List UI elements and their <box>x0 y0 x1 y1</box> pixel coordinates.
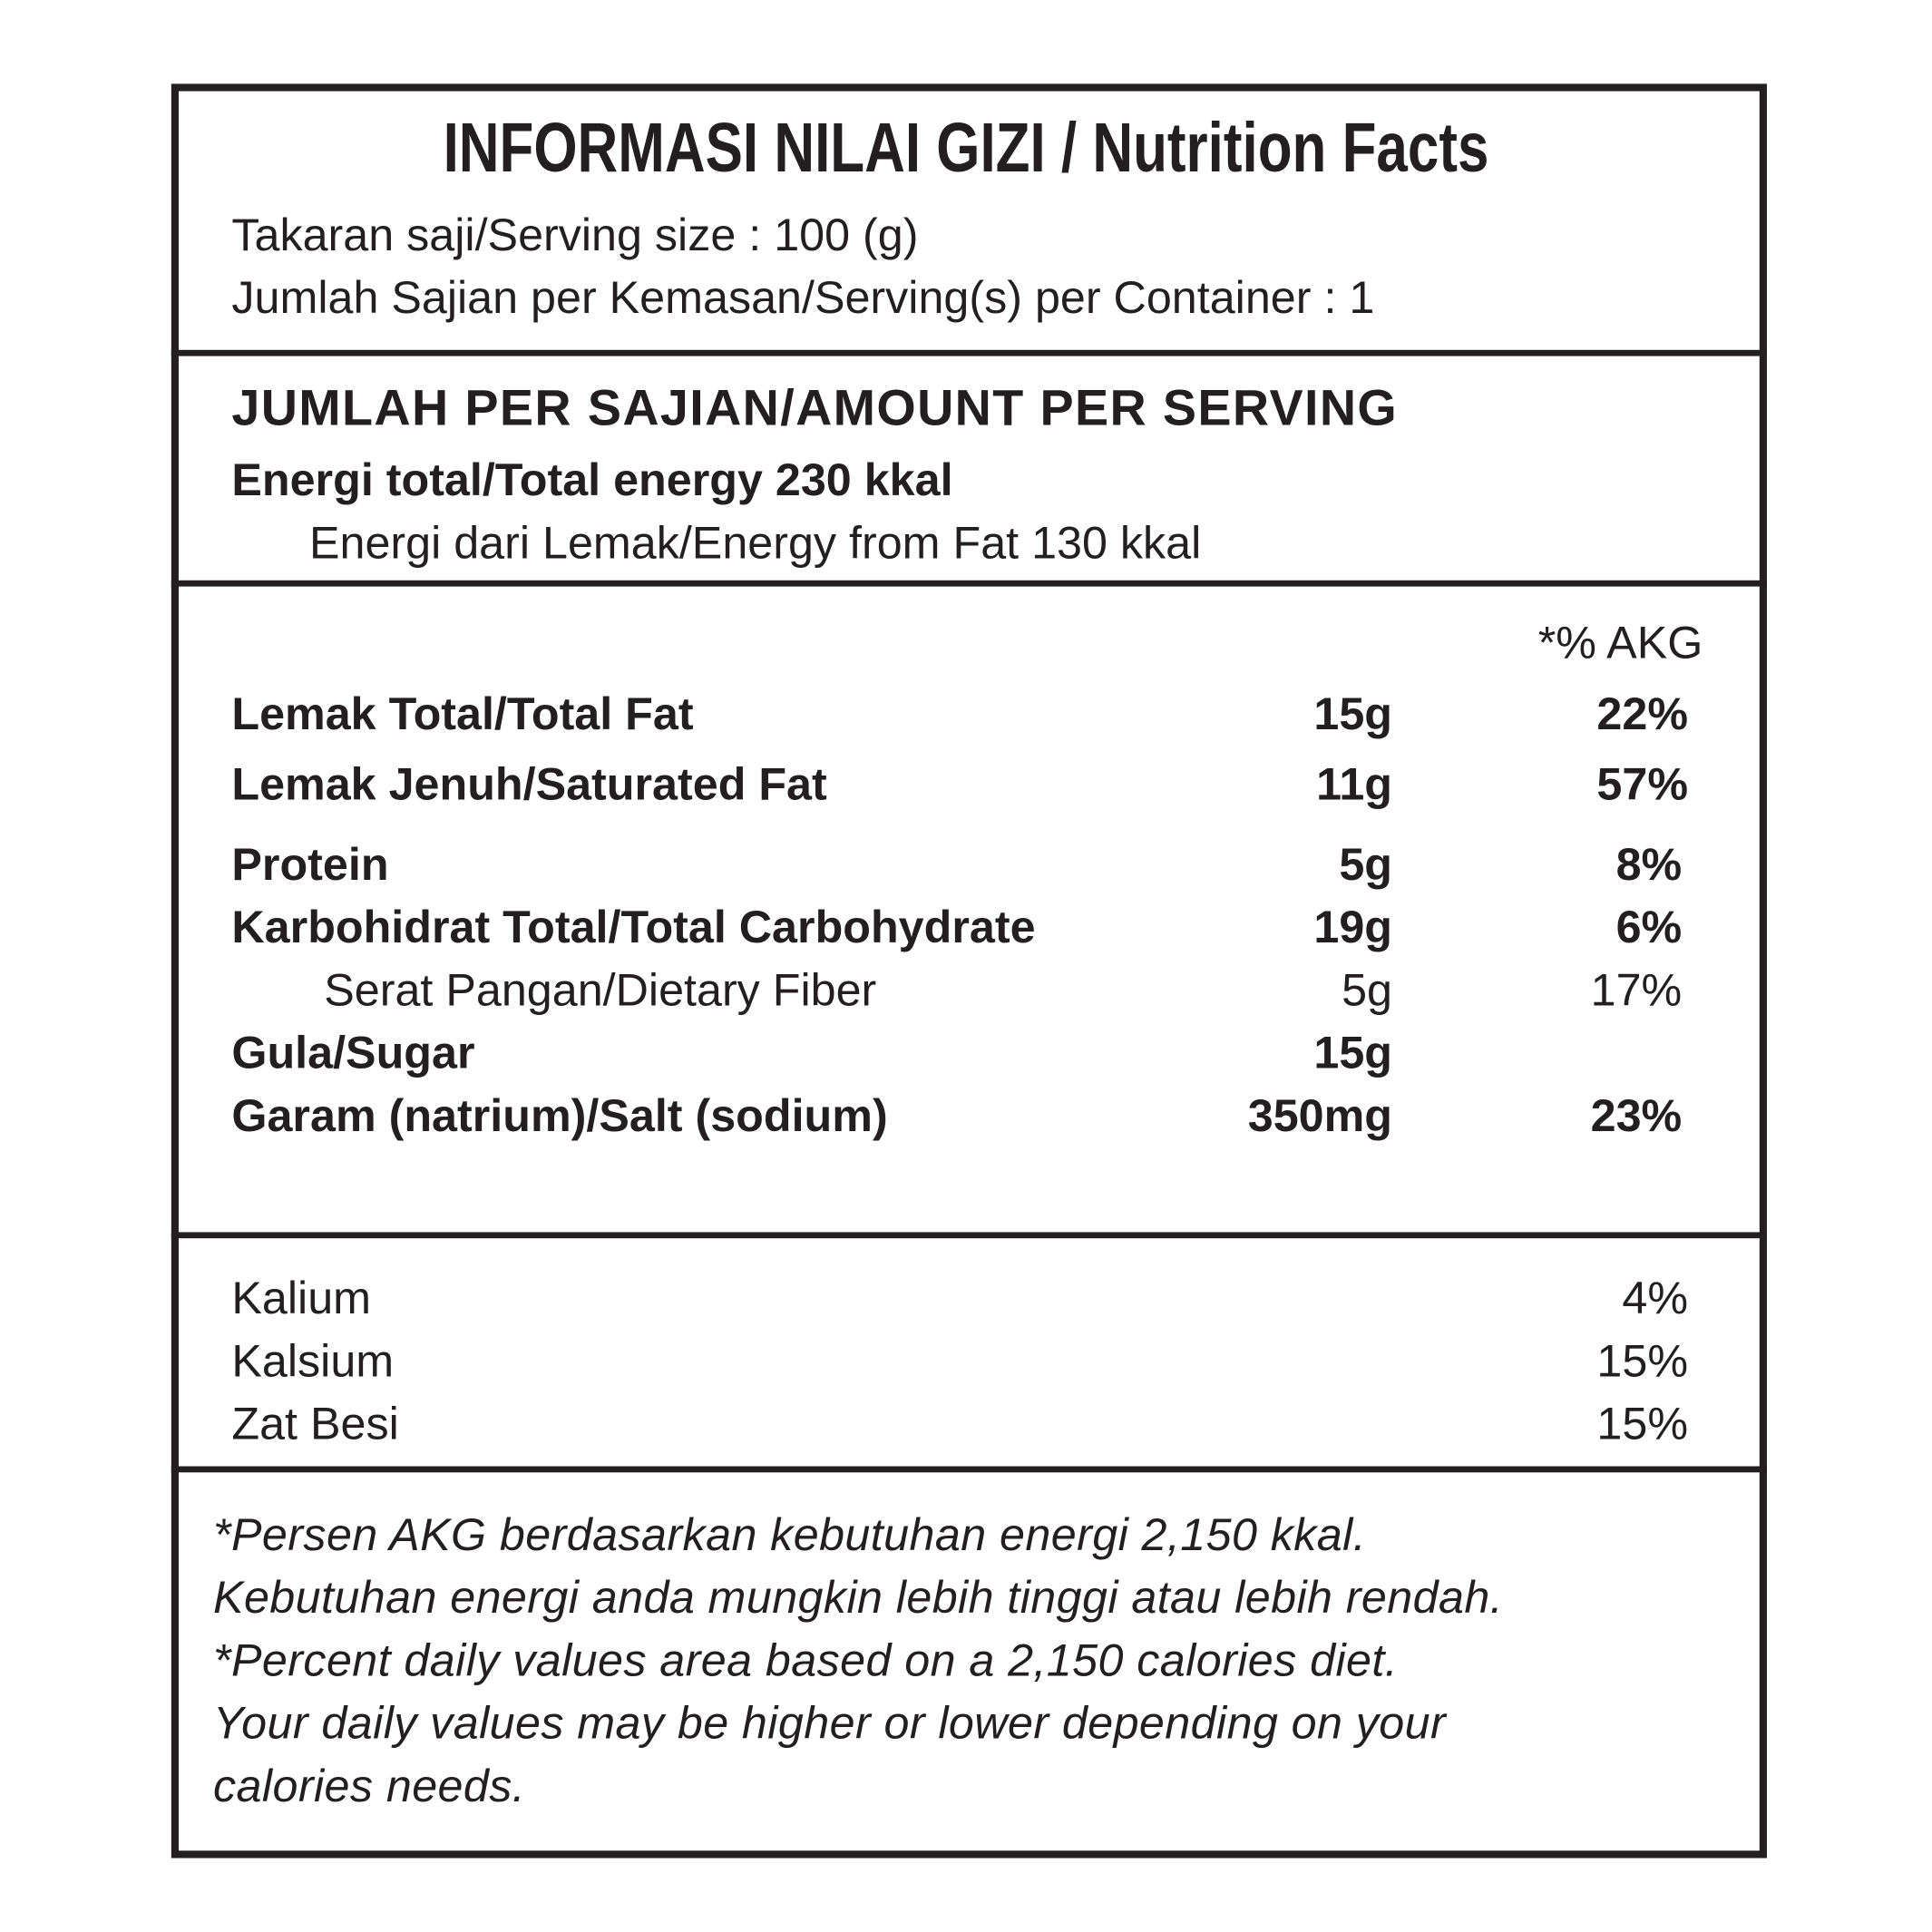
nutrient-akg: 17% <box>1590 964 1683 1016</box>
nutrient-label: Garam (natrium)/Salt (sodium) <box>231 1090 888 1141</box>
nutrient-label: Protein <box>231 839 389 890</box>
divider-nutrients <box>171 1232 1767 1238</box>
nutrient-amount: 5g <box>1342 964 1393 1016</box>
nutrient-amount: 350mg <box>1247 1090 1393 1141</box>
energy-from-fat: Energi dari Lemak/Energy from Fat 130 kkal <box>308 517 1202 569</box>
nutrient-label: Karbohidrat Total/Total Carbohydrate <box>231 902 1036 953</box>
mineral-label: Kalium <box>231 1273 372 1323</box>
akg-column-header: *% AKG <box>1537 617 1703 668</box>
mineral-label: Zat Besi <box>231 1398 399 1449</box>
footnote-line: *Percent daily values area based on a 2,150 calories diet. <box>213 1634 1399 1686</box>
mineral-label: Kalsium <box>231 1335 395 1387</box>
mineral-akg: 15% <box>1596 1398 1689 1449</box>
nutrient-amount: 15g <box>1313 1027 1393 1078</box>
nutrient-amount: 11g <box>1316 758 1393 810</box>
nutrient-amount: 19g <box>1313 902 1393 953</box>
nutrient-akg: 57% <box>1596 758 1689 810</box>
footnote-line: Your daily values may be higher or lower depending on your <box>213 1697 1447 1749</box>
mineral-akg: 4% <box>1622 1273 1689 1323</box>
nutrient-akg: 22% <box>1596 688 1689 740</box>
nutrient-label: Gula/Sugar <box>231 1027 475 1078</box>
nutrient-label: Serat Pangan/Dietary Fiber <box>324 964 877 1016</box>
footnote-line: Kebutuhan energi anda mungkin lebih tinggi atau lebih rendah. <box>213 1572 1504 1624</box>
nutrient-label: Lemak Total/Total Fat <box>231 688 694 740</box>
label-title: INFORMASI NILAI GIZI / Nutrition Facts <box>443 108 1489 188</box>
serving-size: Takaran saji/Serving size : 100 (g) <box>231 209 919 260</box>
footnote-line: calories needs. <box>213 1761 526 1811</box>
servings-per-container: Jumlah Sajian per Kemasan/Serving(s) per Container : 1 <box>231 272 1375 323</box>
nutrient-amount: 15g <box>1313 688 1393 740</box>
divider-minerals <box>171 1467 1767 1473</box>
nutrient-akg: 6% <box>1615 902 1683 953</box>
nutrient-akg: 23% <box>1590 1090 1683 1141</box>
nutrient-akg: 8% <box>1615 839 1683 890</box>
nutrient-amount: 5g <box>1339 839 1393 890</box>
divider-serving <box>171 350 1767 356</box>
amount-per-serving-header: JUMLAH PER SAJIAN/AMOUNT PER SERVING <box>231 379 1399 436</box>
mineral-akg: 15% <box>1596 1335 1689 1387</box>
footnote-line: *Persen AKG berdasarkan kebutuhan energi 2,150 kkal. <box>213 1509 1367 1560</box>
divider-energy <box>171 581 1767 587</box>
total-energy: Energi total/Total energy 230 kkal <box>231 454 953 505</box>
nutrient-label: Lemak Jenuh/Saturated Fat <box>231 758 827 810</box>
